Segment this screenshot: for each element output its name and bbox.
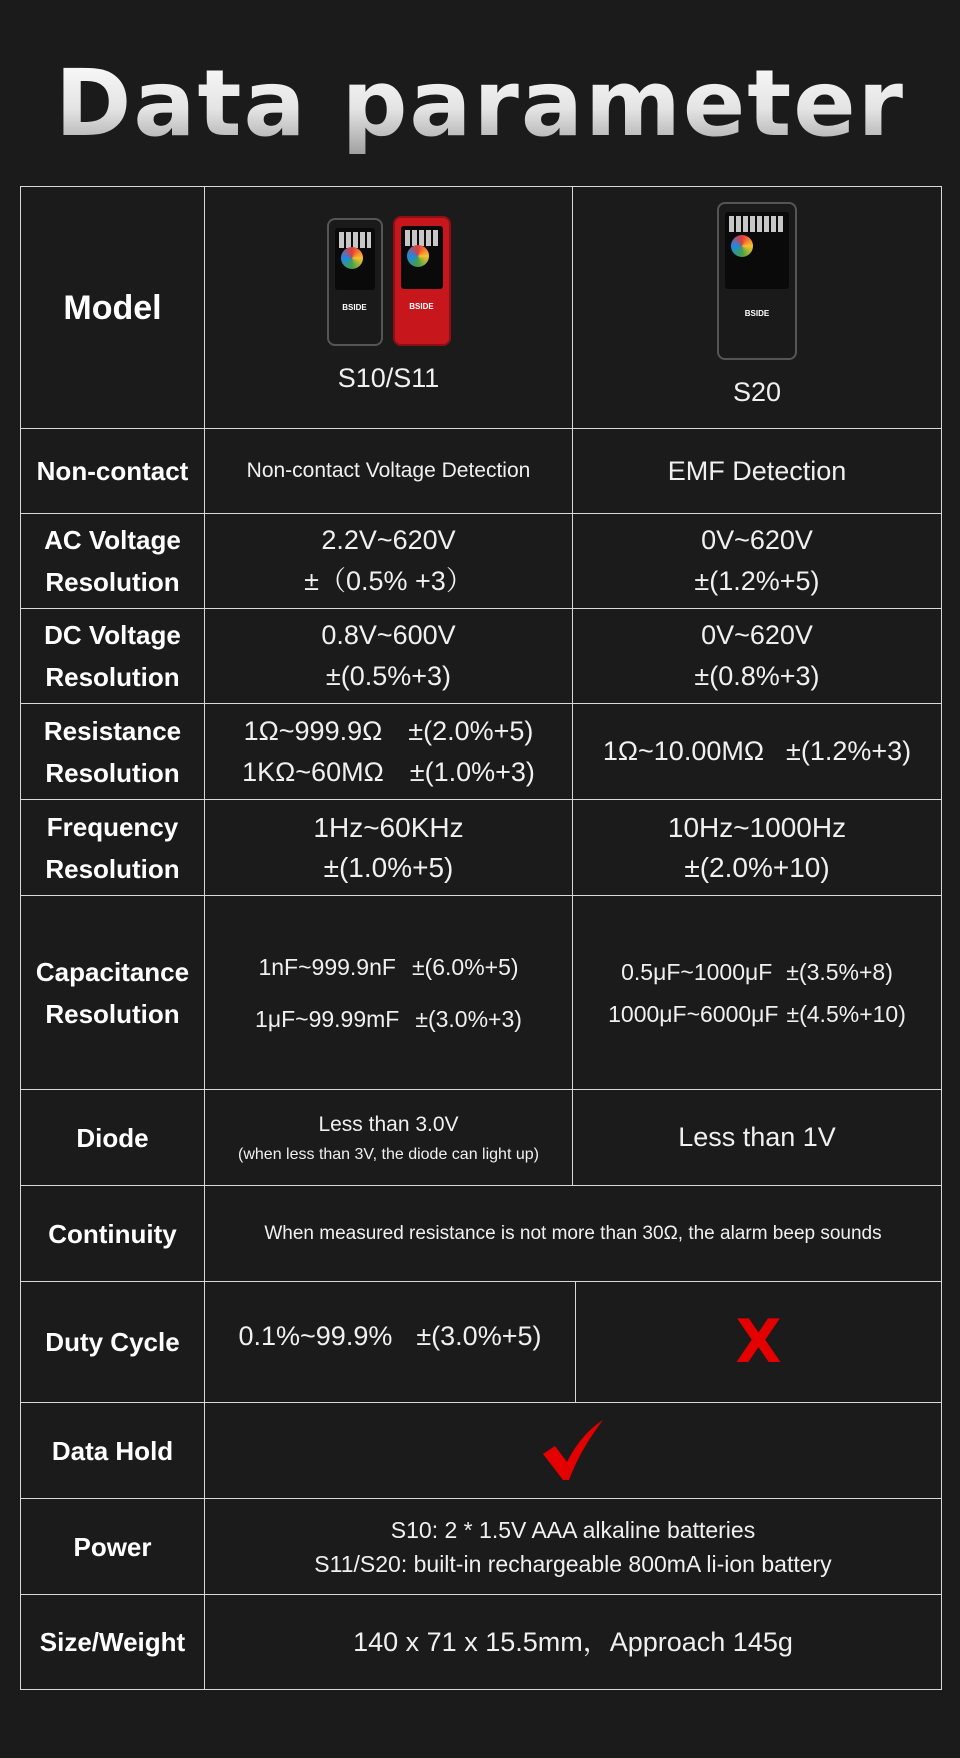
row-header-model: Model [63,288,162,327]
black-multimeter-image [327,218,383,346]
frequency-s10-accuracy: ±(1.0%+5) [323,851,454,883]
frequency-s20-cell [572,799,942,896]
non-contact-header-cell [20,428,205,514]
ac-voltage-s10-range: 2.2V~620V [321,525,456,555]
row-header-resolution: Resolution [45,853,180,884]
s20-multimeter-image [717,202,797,360]
duty-cycle-s10-cell [204,1281,576,1403]
diode-header-cell [20,1089,205,1186]
dc-voltage-s10-cell [204,608,573,704]
model-s10-s11-cell [204,186,573,429]
power-header-cell [20,1498,205,1595]
row-header-duty-cycle: Duty Cycle [45,1327,180,1357]
dc-voltage-s20-accuracy: ±(0.8%+3) [694,661,820,691]
resistance-accuracy: ±(2.0%+5) [408,715,534,746]
dc-voltage-s10-range: 0.8V~600V [321,620,456,650]
resistance-s10-line-2 [242,752,535,793]
device-brand-label: BSIDE [744,308,770,318]
model-name-s10-s11: S10/S11 [337,363,440,393]
frequency-header-cell [20,799,205,896]
frequency-s20-range: 10Hz~1000Hz [667,811,847,843]
resistance-header-cell [20,703,205,800]
capacitance-range: 1μF~99.99mF [255,1005,400,1032]
dc-voltage-s20-cell [572,608,942,704]
capacitance-accuracy: ±(3.0%+3) [415,1005,522,1032]
row-header-diode: Diode [76,1122,149,1153]
resistance-range: 1Ω~10.00MΩ [602,736,765,766]
ac-voltage-s20-range: 0V~620V [701,525,813,555]
size-weight-header-cell [20,1594,205,1690]
continuity-value-cell [204,1185,942,1282]
data-hold-value-cell [204,1402,942,1499]
model-header-cell [20,186,205,429]
row-header-dc-voltage: DC Voltage [44,620,181,650]
diode-s10-cell [204,1089,573,1186]
capacitance-range: 1nF~999.9nF [258,953,396,980]
row-header-power: Power [73,1531,152,1562]
capacitance-range: 0.5μF~1000μF [621,958,773,985]
resistance-range: 1Ω~999.9Ω [243,715,383,746]
ac-voltage-header-cell [20,513,205,609]
power-value-cell [204,1498,942,1595]
resistance-s10-line-1 [244,711,534,752]
continuity-value: When measured resistance is not more than 30Ω, the alarm beep sounds [264,1223,882,1244]
non-contact-s20-value: EMF Detection [667,455,847,486]
row-header-data-hold: Data Hold [51,1435,174,1466]
ac-voltage-s20-accuracy: ±(1.2%+5) [694,566,820,596]
duty-cycle-s20-cell [575,1281,942,1403]
dc-voltage-header-cell [20,608,205,704]
ac-voltage-s20-cell [572,513,942,609]
power-line-s10: S10: 2 * 1.5V AAA alkaline batteries [390,1516,756,1543]
row-header-resolution: Resolution [45,757,180,788]
duty-cycle-range: 0.1%~99.9% [238,1321,393,1351]
duty-cycle-accuracy: ±(3.0%+5) [416,1321,542,1351]
device-brand-label: BSIDE [342,302,367,312]
row-header-ac-voltage: AC Voltage [44,525,181,555]
row-header-capacitance: Capacitance [35,956,190,987]
capacitance-s20-cell [572,895,942,1090]
row-header-resolution: Resolution [45,662,180,692]
resistance-s20-line-1 [603,731,911,772]
capacitance-s10-line-2 [255,1002,522,1036]
row-header-size-weight: Size/Weight [39,1627,186,1657]
s20-product-image [717,202,797,360]
red-multimeter-image [393,216,451,346]
diode-s20-cell [572,1089,942,1186]
row-header-resolution: Resolution [45,998,180,1029]
s10-s11-product-image [327,216,451,346]
model-s20-cell [572,186,942,429]
check-icon [541,1420,605,1482]
row-header-resolution: Resolution [45,567,180,597]
row-header-non-contact: Non-contact [36,456,189,486]
capacitance-s10-cell [204,895,573,1090]
dc-voltage-s20-range: 0V~620V [701,620,813,650]
capacitance-accuracy: ±(4.5%+10) [786,1000,906,1027]
size-weight-value: 140 x 71 x 15.5mm，Approach 145g [353,1626,793,1657]
ac-voltage-s10-accuracy: ±（0.5% +3） [304,566,473,596]
capacitance-s20-line-2 [608,997,906,1031]
capacitance-accuracy: ±(3.5%+8) [786,958,893,985]
resistance-range: 1KΩ~60MΩ [242,756,384,787]
capacitance-s20-line-1 [621,955,893,989]
resistance-accuracy: ±(1.0%+3) [409,756,535,787]
diode-s10-note: (when less than 3V, the diode can light up) [238,1145,539,1163]
frequency-s20-accuracy: ±(2.0%+10) [684,851,830,883]
diode-s10-value: Less than 3.0V [318,1112,459,1136]
row-header-frequency: Frequency [46,811,179,842]
device-brand-label: BSIDE [409,302,434,312]
continuity-header-cell [20,1185,205,1282]
size-weight-value-cell [204,1594,942,1690]
page-title: Data parameter [0,50,960,157]
capacitance-s10-line-1 [258,950,518,984]
duty-cycle-s10-line [238,1316,541,1357]
resistance-s10-cell [204,703,573,800]
ac-voltage-s10-cell [204,513,573,609]
duty-cycle-header-cell [20,1281,205,1403]
non-contact-s10-cell [204,428,573,514]
dc-voltage-s10-accuracy: ±(0.5%+3) [325,661,452,691]
resistance-accuracy: ±(1.2%+3) [786,736,912,766]
non-contact-s20-cell [572,428,942,514]
row-header-continuity: Continuity [48,1218,177,1249]
data-hold-header-cell [20,1402,205,1499]
capacitance-header-cell [20,895,205,1090]
capacitance-range: 1000μF~6000μF [608,1000,779,1027]
frequency-s10-cell [204,799,573,896]
row-header-resistance: Resistance [43,715,182,746]
resistance-s20-cell [572,703,942,800]
non-contact-s10-value: Non-contact Voltage Detection [246,459,531,482]
power-line-s11-s20: S11/S20: built-in rechargeable 800mA li-ion battery [314,1550,832,1577]
model-name-s20: S20 [732,377,782,407]
frequency-s10-range: 1Hz~60KHz [313,811,464,843]
capacitance-accuracy: ±(6.0%+5) [411,953,519,980]
cross-icon: X [735,1307,782,1377]
diode-s20-value: Less than 1V [678,1122,836,1152]
